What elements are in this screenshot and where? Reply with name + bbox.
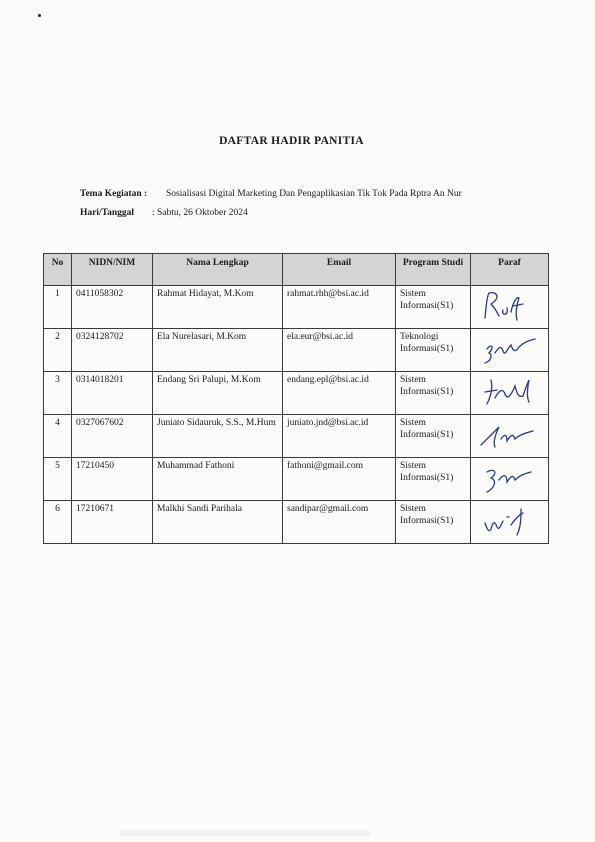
cell-name: Ela Nurelasari, M.Kom — [153, 329, 283, 372]
page-title: DAFTAR HADIR PANITIA — [219, 135, 364, 147]
cell-name: Muhammad Fathoni — [153, 458, 283, 501]
cell-nidn: 0327067602 — [72, 415, 153, 458]
cell-name: Endang Sri Palupi, M.Kom — [153, 372, 283, 415]
cell-program: Sistem Informasi(S1) — [396, 415, 471, 458]
signature-cell — [471, 458, 549, 501]
table-row — [44, 286, 549, 329]
date-line — [80, 208, 248, 218]
scan-dot — [38, 14, 41, 17]
table-row — [44, 329, 549, 372]
signature-cell — [471, 501, 549, 544]
cell-name: Rahmat Hidayat, M.Kom — [153, 286, 283, 329]
handwritten-signature — [477, 331, 543, 367]
activity-line — [80, 189, 462, 199]
date-label: Hari/Tanggal — [80, 208, 135, 218]
cell-no: 6 — [44, 501, 72, 544]
table-row — [44, 458, 549, 501]
cell-nidn: 0324128702 — [72, 329, 153, 372]
date-value: Sabtu, 26 Oktober 2024 — [157, 208, 248, 218]
signature-cell — [471, 329, 549, 372]
handwritten-signature — [477, 460, 543, 496]
table-row — [44, 501, 549, 544]
cell-no: 3 — [44, 372, 72, 415]
cell-nidn: 0314018201 — [72, 372, 153, 415]
cell-email: ela.eur@bsi.ac.id — [283, 329, 396, 372]
header-no: No — [44, 254, 72, 286]
cell-name: Malkhi Sandi Parihala — [153, 501, 283, 544]
cell-email: fathoni@gmail.com — [283, 458, 396, 501]
cell-nidn: 17210671 — [72, 501, 153, 544]
cell-email: juniato.jnd@bsi.ac.id — [283, 415, 396, 458]
cell-program: Sistem Informasi(S1) — [396, 501, 471, 544]
header-paraf: Paraf — [471, 254, 549, 286]
cell-nidn: 17210450 — [72, 458, 153, 501]
cell-program: Sistem Informasi(S1) — [396, 458, 471, 501]
date-separator: : — [152, 208, 155, 218]
signature-cell — [471, 286, 549, 329]
cell-no: 5 — [44, 458, 72, 501]
cell-email: endang.epl@bsi.ac.id — [283, 372, 396, 415]
cell-program: Sistem Informasi(S1) — [396, 286, 471, 329]
signature-cell — [471, 372, 549, 415]
cell-no: 4 — [44, 415, 72, 458]
handwritten-signature — [477, 417, 543, 453]
handwritten-signature — [477, 503, 543, 539]
activity-label: Tema Kegiatan : — [80, 189, 148, 199]
cell-name: Juniato Sidauruk, S.S., M.Hum — [153, 415, 283, 458]
header-nidn: NIDN/NIM — [72, 254, 153, 286]
handwritten-signature — [477, 288, 543, 324]
header-name: Nama Lengkap — [153, 254, 283, 286]
header-email: Email — [283, 254, 396, 286]
attendance-table — [43, 253, 549, 544]
cell-email: sandipar@gmail.com — [283, 501, 396, 544]
cell-no: 1 — [44, 286, 72, 329]
table-row — [44, 372, 549, 415]
table-header-row — [44, 254, 549, 286]
signature-cell — [471, 415, 549, 458]
activity-value: Sosialisasi Digital Marketing Dan Pengaplikasian Tik Tok Pada Rptra An Nur — [166, 189, 462, 199]
header-program: Program Studi — [396, 254, 471, 286]
scan-artifact — [120, 830, 370, 836]
table-row — [44, 415, 549, 458]
cell-email: rahmat.rhh@bsi.ac.id — [283, 286, 396, 329]
cell-program: Teknologi Informasi(S1) — [396, 329, 471, 372]
cell-nidn: 0411058302 — [72, 286, 153, 329]
handwritten-signature — [477, 374, 543, 410]
cell-no: 2 — [44, 329, 72, 372]
cell-program: Sistem Informasi(S1) — [396, 372, 471, 415]
